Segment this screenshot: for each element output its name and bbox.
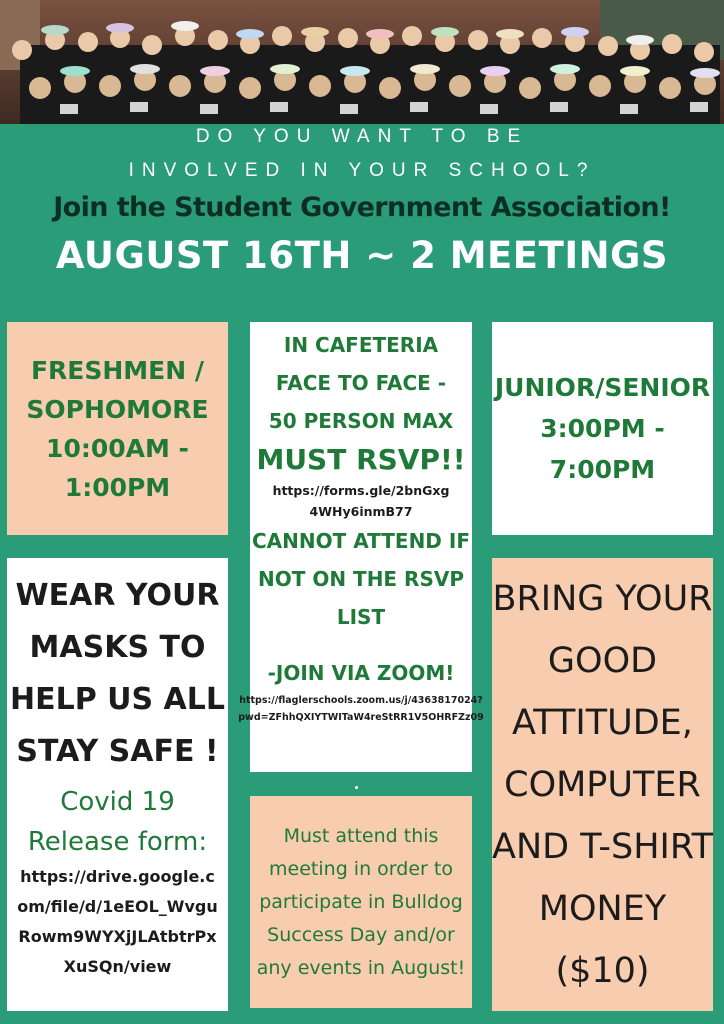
card-line: 1:00PM xyxy=(64,472,171,502)
notice-line: meeting in order to xyxy=(269,857,453,880)
cannot-attend-line: CANNOT ATTEND IF xyxy=(252,529,470,553)
capacity-line: 50 PERSON MAX xyxy=(268,409,454,433)
rsvp-heading: MUST RSVP!! xyxy=(256,443,466,476)
tagline-line-2: INVOLVED IN YOUR SCHOOL? xyxy=(128,160,596,181)
mask-line: MASKS TO xyxy=(29,630,206,665)
meeting-date-subhead: AUGUST 16TH ~ 2 MEETINGS xyxy=(55,234,669,277)
cannot-attend-line: NOT ON THE RSVP xyxy=(258,567,464,591)
rsvp-link[interactable]: https://forms.gle/2bnGxg xyxy=(272,483,450,498)
release-form-link[interactable]: XuSQn/view xyxy=(63,957,172,976)
card-line: 3:00PM - xyxy=(540,414,665,443)
card-line: SOPHOMORE xyxy=(26,394,209,424)
bring-line: MONEY xyxy=(538,888,667,929)
masks-card xyxy=(7,558,228,1011)
cannot-attend-line: LIST xyxy=(336,605,386,629)
rsvp-link-cont[interactable]: 4WHy6inmB77 xyxy=(309,504,413,519)
card-line: 10:00AM - xyxy=(46,433,189,463)
bring-line: ($10) xyxy=(555,950,650,991)
bring-line: BRING YOUR xyxy=(492,578,713,619)
release-form-label: Release form: xyxy=(27,827,208,857)
notice-line: participate in Bulldog xyxy=(259,890,463,913)
junior-senior-card xyxy=(492,322,713,535)
location-line: IN CAFETERIA xyxy=(283,333,439,357)
freshmen-sophomore-card xyxy=(7,322,228,535)
mask-line: HELP US ALL xyxy=(9,682,225,717)
bring-line: GOOD xyxy=(547,640,658,681)
card-line: JUNIOR/SENIOR xyxy=(494,373,711,402)
bring-line: COMPUTER xyxy=(504,764,701,805)
release-form-link[interactable]: om/file/d/1eEOL_Wvgu xyxy=(17,897,218,916)
group-photo xyxy=(0,0,724,124)
decorative-dot xyxy=(355,786,358,789)
format-line: FACE TO FACE - xyxy=(275,371,447,395)
notice-line: any events in August! xyxy=(256,956,466,979)
covid-label: Covid 19 xyxy=(60,787,175,817)
tagline-line-1: DO YOU WANT TO BE xyxy=(195,126,529,147)
card-line: FRESHMEN / xyxy=(30,355,205,385)
zoom-link-cont[interactable]: pwd=ZFhhQXIYTWITaW4reStRR1V5OHRFZz09 xyxy=(238,712,484,723)
zoom-heading: -JOIN VIA ZOOM! xyxy=(267,661,455,685)
card-line: 7:00PM xyxy=(549,455,656,484)
bring-line: AND T-SHIRT xyxy=(492,826,714,867)
release-form-link[interactable]: Rowm9WYXjJLAtbtrPx xyxy=(18,927,217,946)
notice-line: Must attend this xyxy=(283,824,439,847)
release-form-link[interactable]: https://drive.google.c xyxy=(20,867,215,886)
zoom-link[interactable]: https://flaglerschools.zoom.us/j/4363817024? xyxy=(239,695,483,706)
mask-line: WEAR YOUR xyxy=(15,578,220,613)
bring-items-card xyxy=(492,558,713,1011)
notice-line: Success Day and/or xyxy=(267,923,455,946)
attendance-notice-card xyxy=(250,796,472,1008)
bring-line: ATTITUDE, xyxy=(512,702,693,743)
headline: Join the Student Government Association! xyxy=(53,192,671,223)
mask-line: STAY SAFE ! xyxy=(16,734,219,769)
cafeteria-card xyxy=(238,322,484,772)
